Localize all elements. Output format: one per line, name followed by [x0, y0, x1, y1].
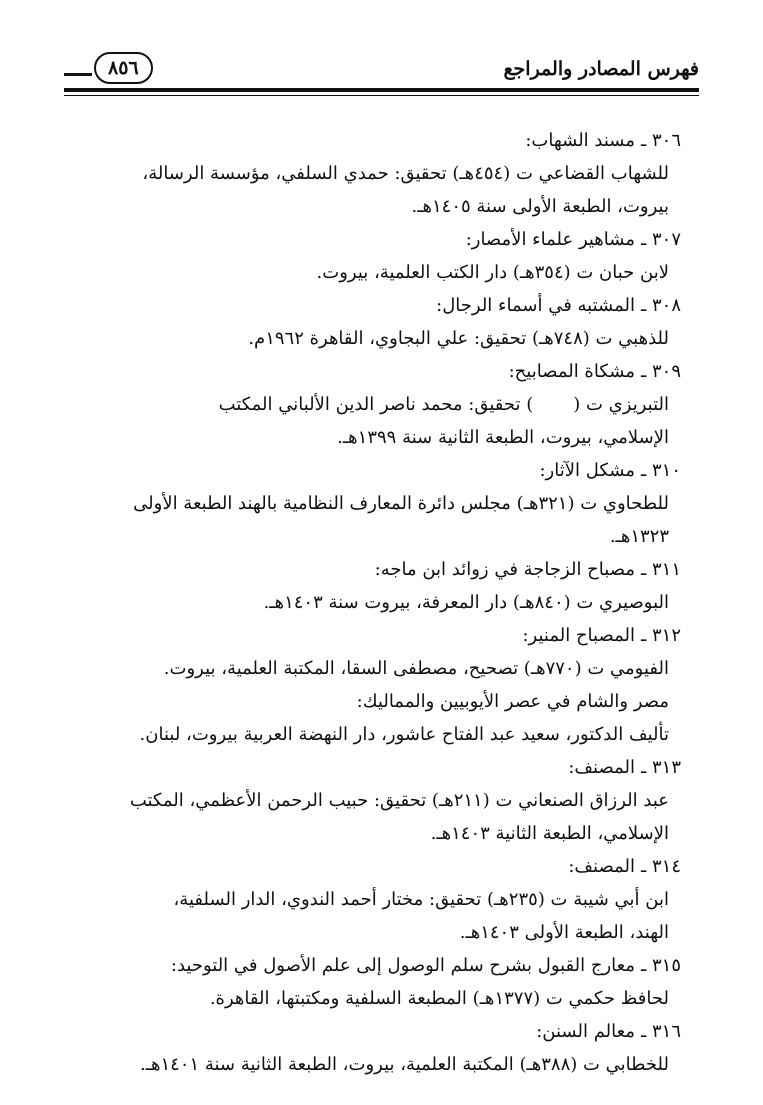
header-rule-thick: [64, 88, 699, 92]
page-number: ٨٥٦: [94, 52, 153, 84]
bibliography-entry: [78, 949, 681, 1015]
entry-number: ٣٠٩ ـ: [640, 361, 681, 382]
entry-line: للشهاب القضاعي ت (٤٥٤هـ) تحقيق: حمدي السلفي، مؤسسة الرسالة،: [142, 163, 669, 184]
entry-title: مصباح الزجاجة في زوائد ابن ماجه:: [374, 559, 635, 580]
entry-line: بيروت، الطبعة الأولى سنة ١٤٠٥هـ.: [411, 196, 669, 217]
entry-line: لحافظ حكمي ت (١٣٧٧هـ) المطبعة السلفية ومكتبتها، القاهرة.: [209, 988, 669, 1009]
entry-number: ٣١١ ـ: [640, 559, 681, 580]
entry-line: الهند، الطبعة الأولى ١٤٠٣هـ.: [459, 922, 669, 943]
entry-line: [78, 388, 669, 421]
bibliography-list: [78, 124, 681, 1081]
bibliography-entry: [78, 454, 681, 553]
entry-title: المصنف:: [568, 856, 635, 877]
bibliography-entry: [78, 223, 681, 289]
entry-line: ابن أبي شيبة ت (٢٣٥هـ) تحقيق: مختار أحمد الندوي، الدار السلفية،: [173, 889, 669, 910]
entry-line: تأليف الدكتور، سعيد عبد الفتاح عاشور، دار النهضة العربية بيروت، لبنان.: [139, 724, 669, 745]
entry-title: المصنف:: [568, 757, 635, 778]
entry-number: ٣١٤ ـ: [640, 856, 681, 877]
entry-line: مصر والشام في عصر الأيوبيين والمماليك:: [356, 691, 669, 712]
bibliography-entry: [78, 553, 681, 619]
entry-line: للطحاوي ت (٣٢١هـ) مجلس دائرة المعارف النظامية بالهند الطبعة الأولى: [133, 493, 669, 514]
page-number-tail: [64, 73, 92, 76]
bibliography-entry: [78, 289, 681, 355]
entry-number: ٣١٥ ـ: [640, 955, 681, 976]
entry-title: مسند الشهاب:: [525, 130, 635, 151]
entry-line: الإسلامي، بيروت، الطبعة الثانية سنة ١٣٩٩هـ.: [337, 427, 669, 448]
entry-title: المصباح المنير:: [522, 625, 635, 646]
bibliography-entry: [78, 850, 681, 949]
entry-number: ٣١٢ ـ: [640, 625, 681, 646]
entry-line: الإسلامي، الطبعة الثانية ١٤٠٣هـ.: [430, 823, 669, 844]
entry-line: الفيومي ت (٧٧٠هـ) تصحيح، مصطفى السقا، المكتبة العلمية، بيروت.: [163, 658, 669, 679]
bibliography-entry: [78, 751, 681, 850]
entry-line-part: ) تحقيق: محمد ناصر الدين الألباني المكتب: [218, 394, 534, 415]
entry-number: ٣١٦ ـ: [640, 1021, 681, 1042]
bibliography-entry: [78, 1015, 681, 1081]
entry-title: معارج القبول بشرح سلم الوصول إلى علم الأصول في التوحيد:: [170, 955, 635, 976]
entry-title: مشكاة المصابيح:: [508, 361, 635, 382]
entry-title: مشكل الآثار:: [539, 460, 635, 481]
entry-number: ٣٠٦ ـ: [640, 130, 681, 151]
page-number-badge: [64, 52, 153, 84]
entry-number: ٣٠٧ ـ: [640, 229, 681, 250]
entry-number: ٣١٣ ـ: [640, 757, 681, 778]
running-title: فهرس المصادر والمراجع: [503, 58, 699, 80]
entry-line: عبد الرزاق الصنعاني ت (٢١١هـ) تحقيق: حبيب الرحمن الأعظمي، المكتب: [129, 790, 669, 811]
entry-line: البوصيري ت (٨٤٠هـ) دار المعرفة، بيروت سنة ١٤٠٣هـ.: [263, 592, 669, 613]
bibliography-entry: [78, 355, 681, 454]
bibliography-entry: [78, 619, 681, 751]
entry-title: المشتبه في أسماء الرجال:: [436, 295, 635, 316]
header-rule-thin: [64, 95, 699, 96]
entry-title: معالم السنن:: [536, 1021, 635, 1042]
entry-line: للذهبي ت (٧٤٨هـ) تحقيق: علي البجاوي، القاهرة ١٩٦٢م.: [248, 328, 669, 349]
entry-number: ٣١٠ ـ: [640, 460, 681, 481]
entry-line-part: التبريزي ت (: [573, 394, 669, 415]
entry-line: ١٣٢٣هـ.: [609, 526, 669, 547]
entry-title: مشاهير علماء الأمصار:: [465, 229, 635, 250]
entry-line: للخطابي ت (٣٨٨هـ) المكتبة العلمية، بيروت، الطبعة الثانية سنة ١٤٠١هـ.: [139, 1054, 669, 1075]
bibliography-entry: [78, 124, 681, 223]
entry-number: ٣٠٨ ـ: [640, 295, 681, 316]
entry-line: لابن حبان ت (٣٥٤هـ) دار الكتب العلمية، بيروت.: [316, 262, 669, 283]
